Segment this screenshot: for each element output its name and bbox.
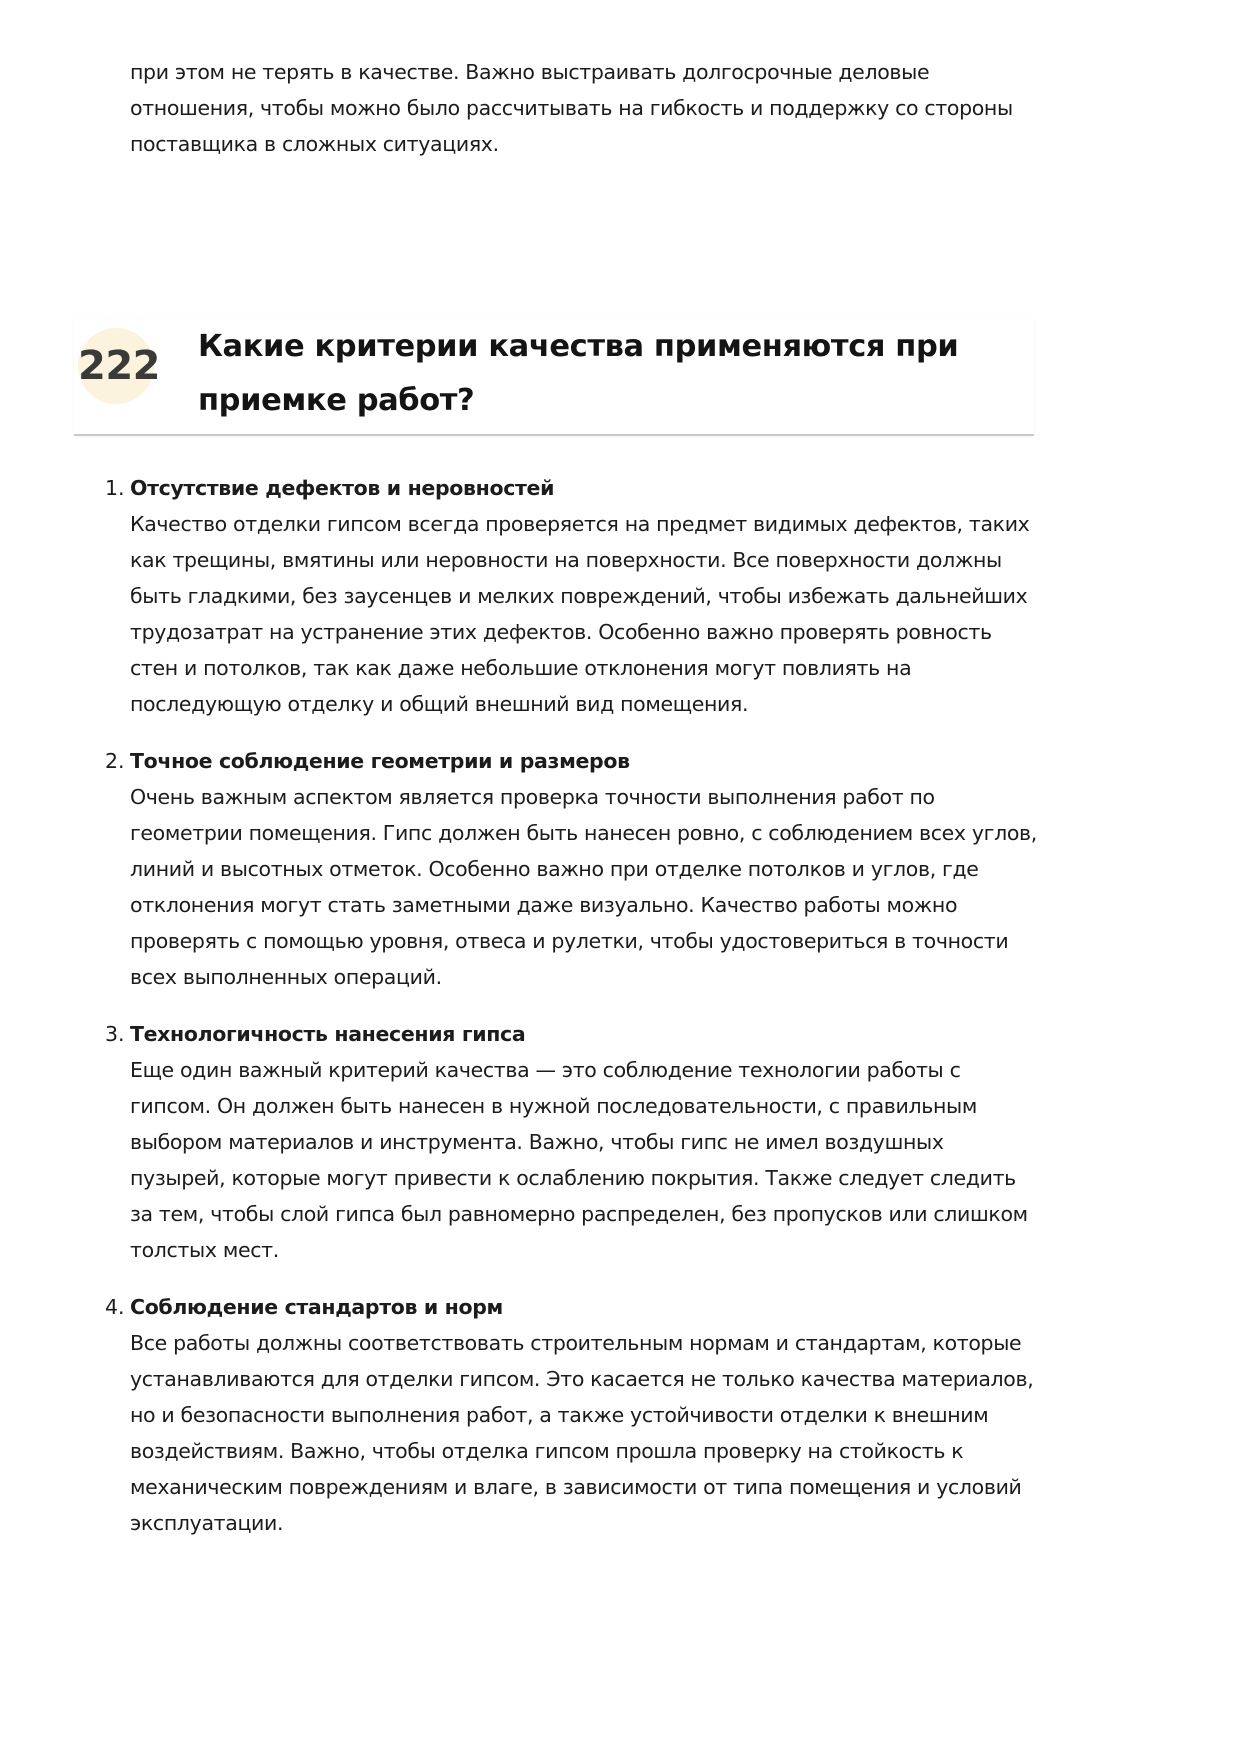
criterion-title: Технологичность нанесения гипса xyxy=(130,1022,526,1046)
criterion-number: 4. xyxy=(105,1295,125,1319)
intro-paragraph: при этом не терять в качестве. Важно выстраивать долгосрочные деловые отношения, чтобы можно было рассчитывать на гибкость и поддержку со стороны поставщика в сложных ситуациях. xyxy=(130,60,1013,156)
criterion-item xyxy=(105,1289,1040,1541)
section-title: Какие критерии качества применяются при приемке работ? xyxy=(198,329,959,418)
criterion-title: Соблюдение стандартов и норм xyxy=(130,1295,503,1319)
criteria-list xyxy=(105,470,1040,1562)
criterion-body: Все работы должны соответствовать строительным нормам и стандартам, которые устанавливаются для отделки гипсом. Это касается не только качества материалов, но и безопасности выполнения работ, а также устойчивости отделки к внешним воздействиям. Важно, чтобы отделка гипсом прошла проверку на стойкость к механическим повреждениям и влаге, в зависимости от типа помещения и условий эксплуатации. xyxy=(130,1331,1034,1535)
section-header xyxy=(74,318,1034,436)
criterion-number: 1. xyxy=(105,476,125,500)
criterion-item xyxy=(105,743,1040,995)
criterion-item xyxy=(105,1016,1040,1268)
criterion-body: Качество отделки гипсом всегда проверяется на предмет видимых дефектов, таких как трещины, вмятины или неровности на поверхности. Все поверхности должны быть гладкими, без заусенцев и мелких повреждений, чтобы избежать дальнейших трудозатрат на устранение этих дефектов. Особенно важно проверять ровность стен и потолков, так как даже небольшие отклонения могут повлиять на последующую отделку и общий внешний вид помещения. xyxy=(130,512,1030,716)
criterion-number: 2. xyxy=(105,749,125,773)
criterion-number: 3. xyxy=(105,1022,125,1046)
section-number: 222 xyxy=(78,343,160,389)
criterion-body: Еще один важный критерий качества — это соблюдение технологии работы с гипсом. Он должен быть нанесен в нужной последовательности, с правильным выбором материалов и инструмента. Важно, чтобы гипс не имел воздушных пузырей, которые могут привести к ослаблению покрытия. Также следует следить за тем, чтобы слой гипса был равномерно распределен, без пропусков или слишком толстых мест. xyxy=(130,1058,1028,1262)
criterion-body: Очень важным аспектом является проверка точности выполнения работ по геометрии помещения. Гипс должен быть нанесен ровно, с соблюдением всех углов, линий и высотных отметок. Особенно важно при отделке потолков и углов, где отклонения могут стать заметными даже визуально. Качество работы можно проверять с помощью уровня, отвеса и рулетки, чтобы удостовериться в точности всех выполненных операций. xyxy=(130,785,1037,989)
criterion-title: Точное соблюдение геометрии и размеров xyxy=(130,749,630,773)
criterion-item xyxy=(105,470,1040,722)
criterion-title: Отсутствие дефектов и неровностей xyxy=(130,476,555,500)
